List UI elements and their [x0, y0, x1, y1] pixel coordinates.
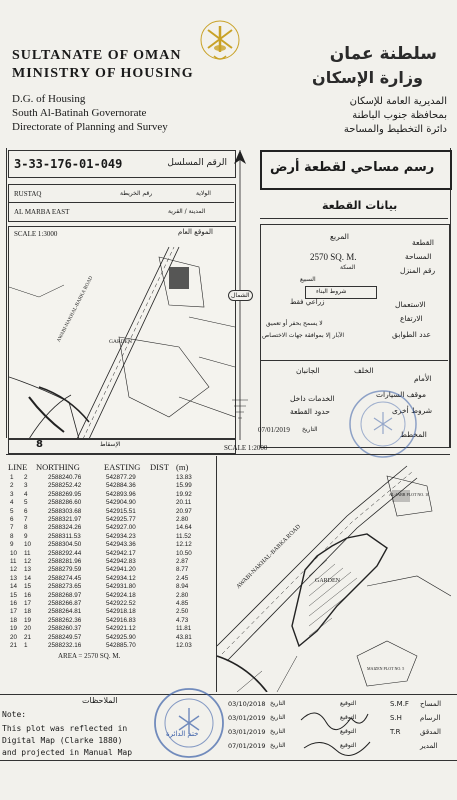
detail-road-label: AWABI-NAKHAL-BARKA ROAD — [235, 523, 302, 591]
table-cell: 12.12 — [176, 541, 192, 549]
office-stamp — [152, 686, 226, 760]
table-cell: 5 — [10, 507, 14, 515]
table-row — [6, 625, 214, 633]
floors-value: الآبار إلا بموافقة جهات الاختصاص — [262, 332, 345, 339]
table-cell: 5 — [24, 499, 28, 507]
table-area: AREA = 2570 SQ. M. — [58, 652, 121, 660]
table-row — [6, 541, 214, 549]
table-cell: 542931.80 — [106, 583, 136, 591]
table-cell: 21 — [24, 633, 32, 641]
table-cell: 2588311.53 — [48, 532, 81, 540]
serial-label: الرقم المسلسل — [167, 158, 227, 168]
table-cell: 13 — [10, 574, 18, 582]
table-row — [6, 474, 214, 482]
table-cell: 2588286.60 — [48, 499, 82, 507]
table-cell: 6 — [24, 507, 28, 515]
location-garden-label: GARDEN — [109, 339, 132, 345]
col-header-northing: NORTHING — [36, 462, 80, 472]
table-row — [6, 608, 214, 616]
header-ar-sub1: المديرية العامة للإسكان — [349, 96, 447, 107]
conditions-divider — [260, 360, 448, 361]
plot-date-value: 07/01/2019 — [258, 426, 290, 434]
table-cell: 10 — [24, 541, 32, 549]
table-row — [6, 583, 214, 591]
handwritten-signature-icon — [296, 700, 376, 760]
table-row — [6, 600, 214, 608]
table-cell: 542915.51 — [106, 507, 136, 515]
sides-label: الجانبان — [296, 366, 320, 375]
header-en-sub3: Directorate of Planning and Survey — [12, 121, 168, 133]
table-cell: 8.94 — [176, 583, 189, 591]
oman-emblem-icon — [198, 18, 242, 64]
table-cell: 20 — [24, 625, 32, 633]
table-cell: 2.87 — [176, 558, 189, 565]
table-cell: 542884.36 — [106, 482, 136, 490]
detail-plot-label-2: MAIZEN PLOT NO. 5 — [367, 666, 405, 671]
boundaries-label: حدود القطعة — [290, 407, 330, 416]
key-plan-label: الإسقاط — [100, 441, 121, 448]
table-row — [6, 592, 214, 600]
table-cell: 1 — [24, 642, 28, 649]
table-cell: 542885.70 — [106, 642, 136, 649]
table-cell: 2588232.16 — [48, 642, 82, 649]
table-cell: 11 — [24, 549, 31, 557]
use-value: زراعي فقط — [290, 298, 325, 306]
header-ar-line1: سلطنة عمان — [329, 44, 437, 64]
location-map-label: الموقع العام — [178, 228, 213, 236]
table-cell: 542925.77 — [106, 516, 136, 523]
table-row — [6, 634, 214, 642]
table-row — [6, 516, 214, 524]
services-label: الخدمات داخل — [290, 394, 335, 403]
table-cell: 2588260.37 — [48, 625, 82, 633]
frame-left — [6, 148, 7, 438]
table-cell: 12 — [10, 566, 18, 574]
signature-initials: T.R — [390, 728, 401, 736]
north-arrow-icon — [228, 150, 252, 440]
signature-date-label: التاريخ — [270, 714, 286, 721]
table-cell: 11.81 — [176, 625, 192, 633]
location-road-label: AWABI-NAKHAL-BARKA ROAD — [56, 275, 95, 344]
table-cell: 1 — [10, 474, 14, 481]
parking-label: موقف السيارات — [376, 390, 426, 399]
back-label: الخلف — [354, 366, 374, 375]
table-cell: 2588249.57 — [48, 633, 82, 641]
bottom-divider — [0, 760, 457, 761]
table-cell: 542934.12 — [106, 574, 136, 582]
layout-label: المخطط — [400, 430, 427, 439]
table-cell: 9 — [10, 541, 14, 549]
location-scale: SCALE 1:3000 — [14, 230, 58, 238]
col-header-easting: EASTING — [104, 462, 141, 472]
table-cell: 542904.90 — [106, 499, 136, 507]
stamp-text: ختم الدائرة — [166, 730, 199, 738]
signature-initials: S.M.F — [390, 700, 409, 708]
table-cell: 2588303.68 — [48, 507, 82, 515]
location-divider — [8, 202, 234, 203]
table-cell: 2.45 — [176, 574, 189, 582]
table-row — [6, 508, 214, 516]
header-en-line2: MINISTRY OF HOUSING — [12, 66, 194, 81]
north-label: الشمال — [228, 290, 253, 301]
table-cell: 19 — [24, 616, 32, 624]
table-row — [6, 558, 214, 566]
signature-sign-label: التوقيع — [340, 742, 357, 749]
signature-date-label: التاريخ — [270, 742, 286, 749]
signature-sign-label: التوقيع — [340, 714, 357, 721]
table-cell: 2588240.76 — [48, 474, 82, 481]
table-cell: 3 — [10, 490, 14, 498]
signature-sign-label: التوقيع — [340, 728, 357, 735]
table-cell: 542918.18 — [106, 608, 136, 616]
height-value: لا يسمح بحفر أو تعميق — [266, 320, 323, 327]
col-header-line: LINE — [8, 462, 28, 472]
table-cell: 15.99 — [176, 482, 192, 490]
table-row — [6, 550, 214, 558]
floors-label: عدد الطوابق — [392, 330, 431, 339]
table-cell: 43.81 — [176, 633, 192, 641]
table-cell: 14 — [10, 583, 18, 591]
plot-label: القطعة — [412, 238, 434, 247]
area-label: المساحة — [405, 252, 432, 261]
header-ar-line2: وزارة الإسكان — [312, 68, 423, 87]
table-cell: 20 — [10, 633, 18, 641]
table-row — [6, 642, 214, 650]
table-cell: 13.83 — [176, 474, 192, 481]
table-cell: 4.73 — [176, 616, 189, 624]
use-label: الاستعمال — [395, 300, 426, 309]
table-cell: 2 — [10, 482, 14, 490]
table-cell: 12 — [24, 558, 32, 565]
table-cell: 14.64 — [176, 524, 192, 532]
signature-block — [226, 700, 457, 760]
house-number-label: رقم المنزل — [400, 266, 436, 275]
table-cell: 14 — [24, 574, 32, 582]
table-cell: 4 — [24, 490, 28, 498]
table-row — [6, 575, 214, 583]
notes-line-3: and projected in Manual Map — [2, 748, 133, 757]
front-label: الأمام — [414, 374, 432, 383]
table-cell: 9 — [24, 532, 28, 540]
table-row — [6, 491, 214, 499]
signature-date: 07/01/2019 — [228, 742, 266, 750]
zone-label: السكة — [340, 264, 356, 271]
header-ar-sub3: دائرة التخطيط والمساحة — [343, 124, 447, 135]
signature-date: 03/01/2019 — [228, 714, 266, 722]
location-map — [8, 226, 236, 440]
table-cell: 7 — [24, 516, 28, 523]
col-header-dist: DIST — [150, 462, 169, 472]
signature-date: 03/10/2018 — [228, 700, 266, 708]
signature-role: المساح — [420, 700, 442, 708]
table-cell: 7 — [10, 524, 14, 532]
table-cell: 542925.90 — [106, 633, 136, 641]
area-value: 2570 SQ. M. — [310, 252, 357, 262]
table-cell: 15 — [10, 591, 18, 599]
table-cell: 2588264.81 — [48, 608, 82, 616]
table-cell: 542922.52 — [106, 600, 136, 607]
signature-role: المدقق — [420, 728, 441, 736]
header-en-sub1: D.G. of Housing — [12, 93, 86, 105]
table-cell: 2588281.96 — [48, 558, 82, 565]
section-underline — [260, 218, 448, 219]
signature-date-label: التاريخ — [270, 700, 286, 707]
table-cell: 4.85 — [176, 600, 189, 607]
other-conditions-label: شروط أخرى — [392, 406, 433, 415]
table-row — [6, 533, 214, 541]
table-cell: 16 — [10, 600, 18, 607]
detail-scale: SCALE 1:2000 — [224, 444, 268, 452]
table-cell: 20.97 — [176, 507, 192, 515]
table-cell: 10.50 — [176, 549, 192, 557]
table-cell: 13 — [24, 566, 32, 574]
table-cell: 2588252.42 — [48, 482, 82, 490]
table-cell: 11 — [10, 558, 17, 565]
table-cell: 2 — [24, 474, 28, 481]
table-cell: 2588262.36 — [48, 616, 82, 624]
detail-garden-label: GARDEN — [315, 578, 340, 584]
wilayat-label: الولاية — [196, 190, 211, 197]
table-cell: 2588324.26 — [48, 524, 82, 532]
table-cell: 2588321.97 — [48, 516, 82, 523]
notes-top-divider — [0, 694, 457, 695]
wilayat-value: RUSTAQ — [14, 190, 42, 198]
notes-title-en: Note: — [2, 710, 27, 719]
table-cell: 3 — [24, 482, 28, 490]
table-cell: 542942.83 — [106, 558, 136, 565]
table-cell: 19.92 — [176, 490, 192, 498]
table-cell: 10 — [10, 549, 18, 557]
col-header-unit: (m) — [176, 462, 189, 472]
height-label: الارتفاع — [400, 314, 423, 323]
key-plan-value: 8 — [36, 439, 43, 450]
middle-divider — [6, 454, 450, 455]
table-cell: 542924.18 — [106, 591, 136, 599]
table-cell: 2588268.97 — [48, 591, 82, 599]
table-cell: 12.03 — [176, 642, 192, 649]
blue-stamp-top — [346, 388, 420, 460]
table-cell: 2588279.59 — [48, 566, 82, 574]
notes-title-ar: الملاحظات — [82, 696, 118, 705]
signature-role: الرسام — [420, 714, 441, 722]
header-en-line1: SULTANATE OF OMAN — [12, 48, 182, 63]
table-cell: 542921.12 — [106, 625, 136, 633]
table-row — [6, 617, 214, 625]
table-cell: 2588273.65 — [48, 583, 82, 591]
table-cell: 11.52 — [176, 532, 192, 540]
coordinates-table — [6, 462, 214, 662]
table-cell: 8 — [24, 524, 28, 532]
table-cell: 8 — [10, 532, 14, 540]
signature-date: 03/01/2019 — [228, 728, 266, 736]
table-cell: 19 — [10, 625, 18, 633]
table-cell: 2.80 — [176, 591, 189, 599]
table-cell: 18 — [10, 616, 18, 624]
table-cell: 6 — [10, 516, 14, 523]
sector-label: السبيع — [300, 276, 316, 283]
plot-section-title: بيانات القطعة — [322, 199, 398, 212]
table-cell: 4 — [10, 499, 14, 507]
village-value: AL MARBA EAST — [14, 208, 70, 216]
table-row — [6, 566, 214, 574]
table-cell: 542927.00 — [106, 524, 136, 532]
detail-plot-label: AL-JABR PLOT NO. 10 — [389, 492, 430, 497]
serial-number: 3-33-176-01-049 — [14, 157, 123, 171]
building-conditions-label: شروط البناء — [316, 288, 347, 295]
signature-date-label: التاريخ — [270, 728, 286, 735]
document-title: رسم مساحي لقطعة أرض — [270, 160, 435, 175]
table-cell: 18 — [24, 608, 32, 616]
signature-initials: S.H — [390, 714, 402, 722]
table-cell: 2588269.95 — [48, 490, 82, 498]
table-cell: 2588274.45 — [48, 574, 82, 582]
table-cell: 2.80 — [176, 516, 189, 523]
table-row — [6, 499, 214, 507]
detail-plan-map — [216, 456, 451, 692]
table-cell: 17 — [10, 608, 18, 616]
table-cell: 542893.96 — [106, 490, 136, 498]
table-cell: 17 — [24, 600, 32, 607]
table-cell: 21 — [10, 642, 18, 649]
village-label: المدينة / القرية — [168, 208, 206, 215]
plot-date-label: التاريخ — [302, 426, 318, 433]
table-cell: 542916.83 — [106, 616, 136, 624]
table-cell: 542941.20 — [106, 566, 136, 574]
table-cell: 15 — [24, 583, 32, 591]
table-cell: 2588304.50 — [48, 541, 82, 549]
table-cell: 2588292.44 — [48, 549, 82, 557]
table-cell: 542877.29 — [106, 474, 136, 481]
header-en-sub2: South Al-Batinah Governorate — [12, 107, 147, 119]
table-cell: 2.50 — [176, 608, 189, 616]
table-cell: 8.77 — [176, 566, 189, 574]
table-cell: 20.11 — [176, 499, 192, 507]
table-cell: 542942.17 — [106, 549, 136, 557]
table-row — [6, 524, 214, 532]
frame-right — [450, 148, 451, 448]
signature-sign-label: التوقيع — [340, 700, 357, 707]
notes-line-2: Digital Map (Clarke 1880) — [2, 736, 123, 745]
signature-role: المدير — [420, 742, 438, 750]
table-row — [6, 482, 214, 490]
table-cell: 16 — [24, 591, 32, 599]
map-number-label: رقم الخريطة — [120, 190, 153, 197]
block-label: المربع — [330, 232, 349, 241]
table-cell: 542934.23 — [106, 532, 136, 540]
header-ar-sub2: بمحافظة جنوب الباطنة — [352, 110, 447, 121]
notes-line-1: This plot was reflected in — [2, 724, 128, 733]
table-cell: 542943.36 — [106, 541, 136, 549]
table-cell: 2588266.87 — [48, 600, 82, 607]
